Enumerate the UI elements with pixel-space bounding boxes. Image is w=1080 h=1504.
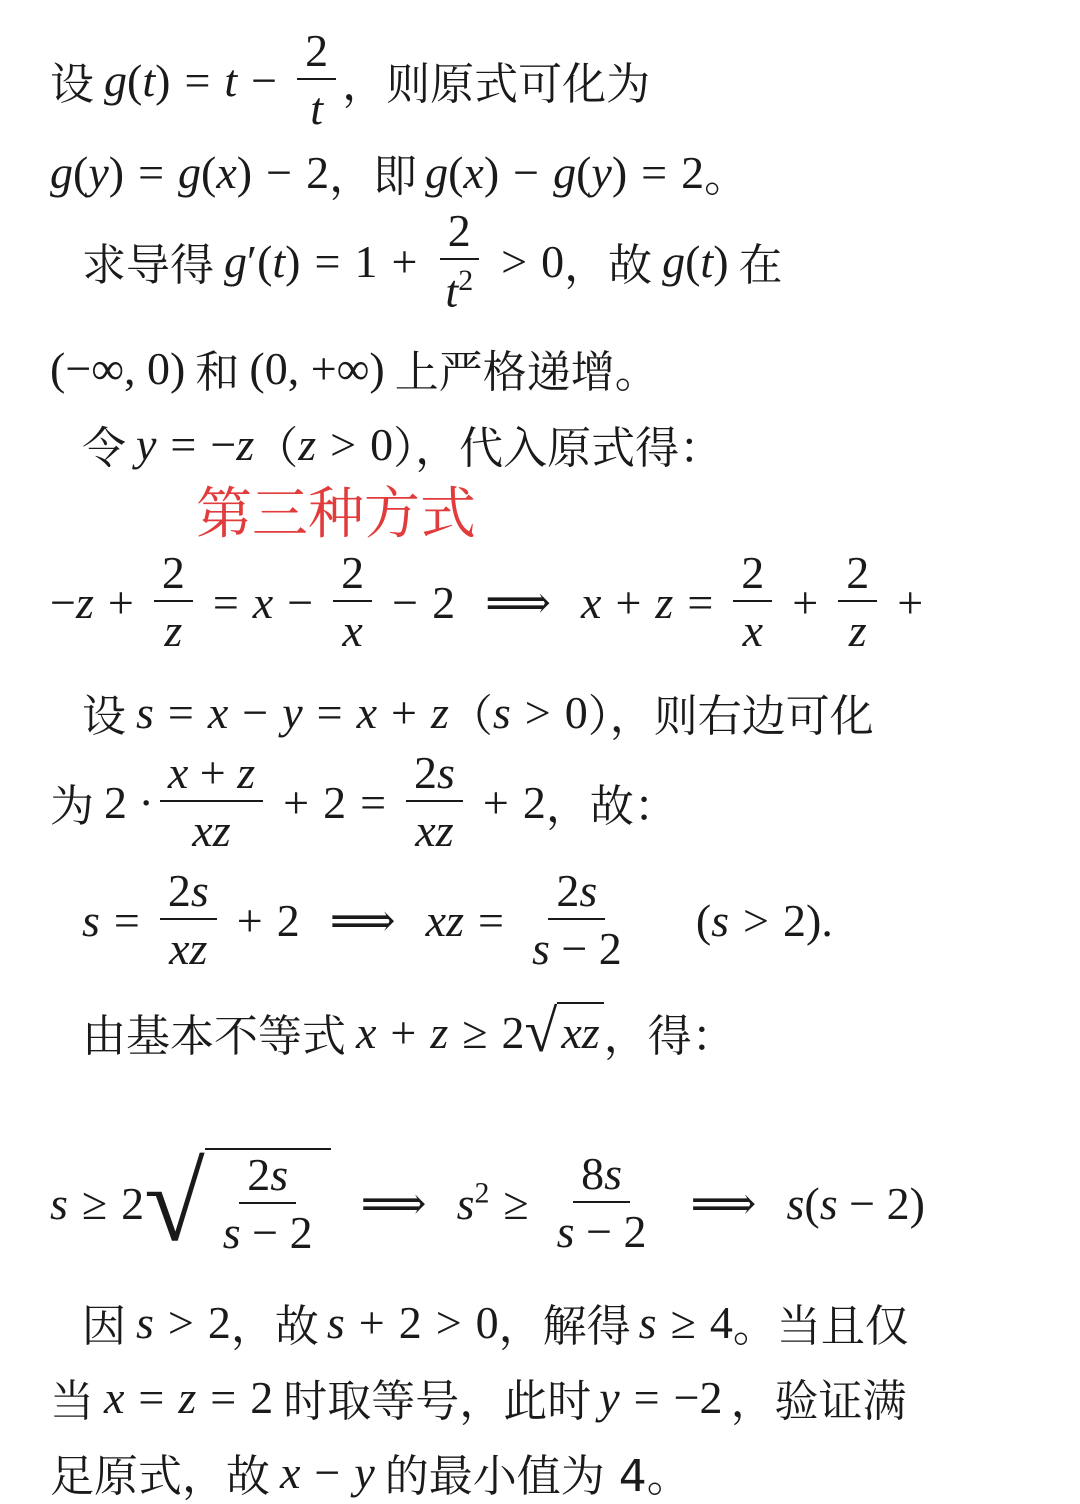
line-5: 令 y = −z （ z > 0 ），代入原式得： — [82, 418, 724, 474]
line-12: 因 s > 2 ，故 s + 2 > 0 ，解得 s ≥ 4 。当且仅 — [82, 1296, 909, 1352]
line-6: −z + $\frac{2}{z}$ = x − $\frac{2}{x}$ − 2 ⟹ x + z = $\frac{2}{x}$ + $\frac{2}{z}$ + — [50, 547, 924, 656]
line-1: 设 g(t) = t − $\frac{2}{t}$ ，则原式可化为 — [50, 25, 651, 134]
line-3: 求导得 g′(t) = 1 + $\frac{2}{t^2}$ > 0 ，故 g(t) 在 — [82, 205, 783, 317]
line-2: g(y) = g(x) − 2 ，即 g(x) − g(y) = 2 。 — [50, 146, 749, 202]
line-14: 足原式，故 x − y 的最小值为 4。 — [50, 1446, 691, 1502]
line-7: 设 s = x − y = x + z （ s > 0 ），则右边可化 — [82, 686, 874, 742]
line-13: 当 x = z = 2 时取等号，此时 y = −2 ，验证满 — [50, 1371, 907, 1427]
line-4: (−∞, 0) 和 (0, +∞) 上严格递增。 — [50, 342, 659, 398]
line-8: 为 2 · $\frac{x + z}{xz}$ + 2 = $\frac{2s}{xz}$ + 2 ，故： — [50, 747, 678, 856]
method-label: 第三种方式 — [196, 482, 476, 547]
line-10: 由基本不等式 x + z ≥ 2 √ xz ，得： — [82, 998, 736, 1065]
line-9: s = $\frac{2s}{xz}$ + 2 ⟹ xz = $\frac{2s}{s - 2}$ (s > 2). — [82, 865, 833, 974]
line-11: s ≥ 2 √ $\frac{2s}{s - 2}$ ⟹ $s^2$ ≥ $\frac{8s}{s - 2}$ ⟹ s(s − 2) — [50, 1142, 925, 1264]
